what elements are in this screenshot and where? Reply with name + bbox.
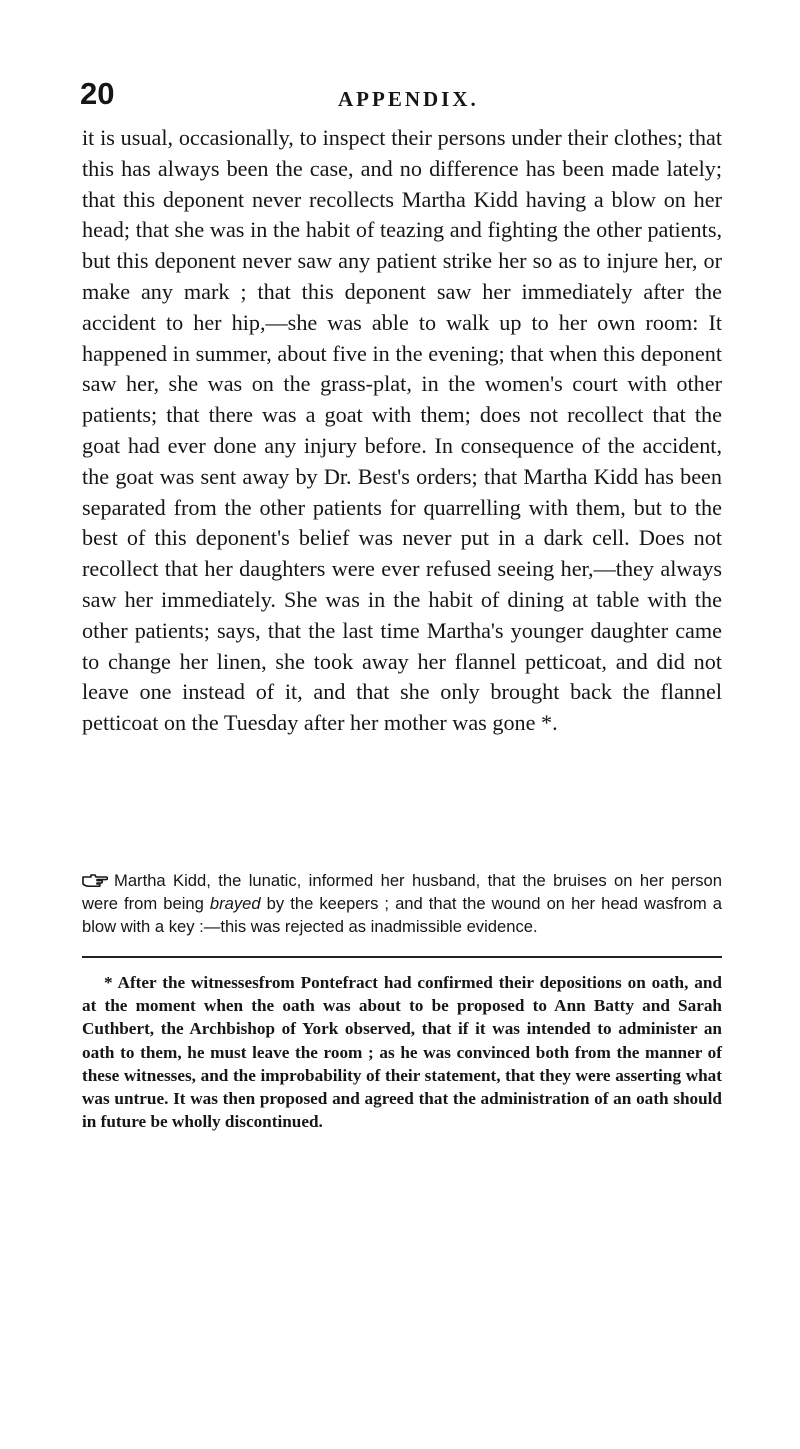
- running-title: APPENDIX.: [338, 87, 479, 111]
- pointing-hand-icon: [82, 873, 108, 887]
- note-text-start: Martha Kidd, the lunatic, informed her husband, that the bruises on her person were from being: [82, 871, 722, 913]
- note-text-end: by the keepers ; and that the wound on her head wasfrom a blow with a key :—this was rejected as inadmissible evidence.: [82, 894, 723, 936]
- note-emphasis: brayed: [209, 894, 261, 913]
- main-text: [82, 123, 722, 739]
- footnote: [82, 971, 722, 1133]
- footnote-mark: *: [104, 973, 113, 992]
- page-number: 20: [80, 76, 115, 111]
- footnote-text: After the witnessesfrom Pontefract had confirmed their depositions on oath, and at the moment when the oath was about to be proposed to Ann Batty and Sarah Cuthbert, the Archbishop of York observed, that if it was intended to administer an oath to them, he must leave the room ; as he was convinced both from the manner of these witnesses, and the improbability of their statement, that they were asserting what was untrue. It was then proposed and agreed that the administration of an oath should in future be wholly discontinued.: [82, 973, 722, 1132]
- body-paragraph: it is usual, occasionally, to inspect their persons under their clothes; that this has always been the case, and no difference has been made lately; that this deponent never recollects Martha Kidd having a blow on her head; that she was in the habit of teazing and fighting the other patients, but this deponent never saw any patient strike her so as to injure her, or make any mark ; that this deponent saw her immediately after the accident to her hip,—she was able to walk up to her own room: It happened in summer, about five in the evening; that when this deponent saw her, she was on the grass-plat, in the women's court with other patients; that there was a goat with them; does not recollect that the goat had ever done any injury before. In consequence of the accident, the goat was sent away by Dr. Best's orders; that Martha Kidd has been separated from the other patients for quarrelling with them, but to the best of this deponent's belief was never put in a dark cell. Does not recollect that her daughters were ever refused seeing her,—they always saw her immediately. She was in the habit of dining at table with the other patients; says, that the last time Martha's younger daughter came to change her linen, she took away her flannel petticoat, and did not leave one instead of it, and that she only brought back the flannel petticoat on the Tuesday after her mother was gone *.: [82, 125, 722, 736]
- footnote-rule: [82, 956, 722, 958]
- editorial-note: [82, 869, 722, 938]
- running-head: [80, 76, 720, 120]
